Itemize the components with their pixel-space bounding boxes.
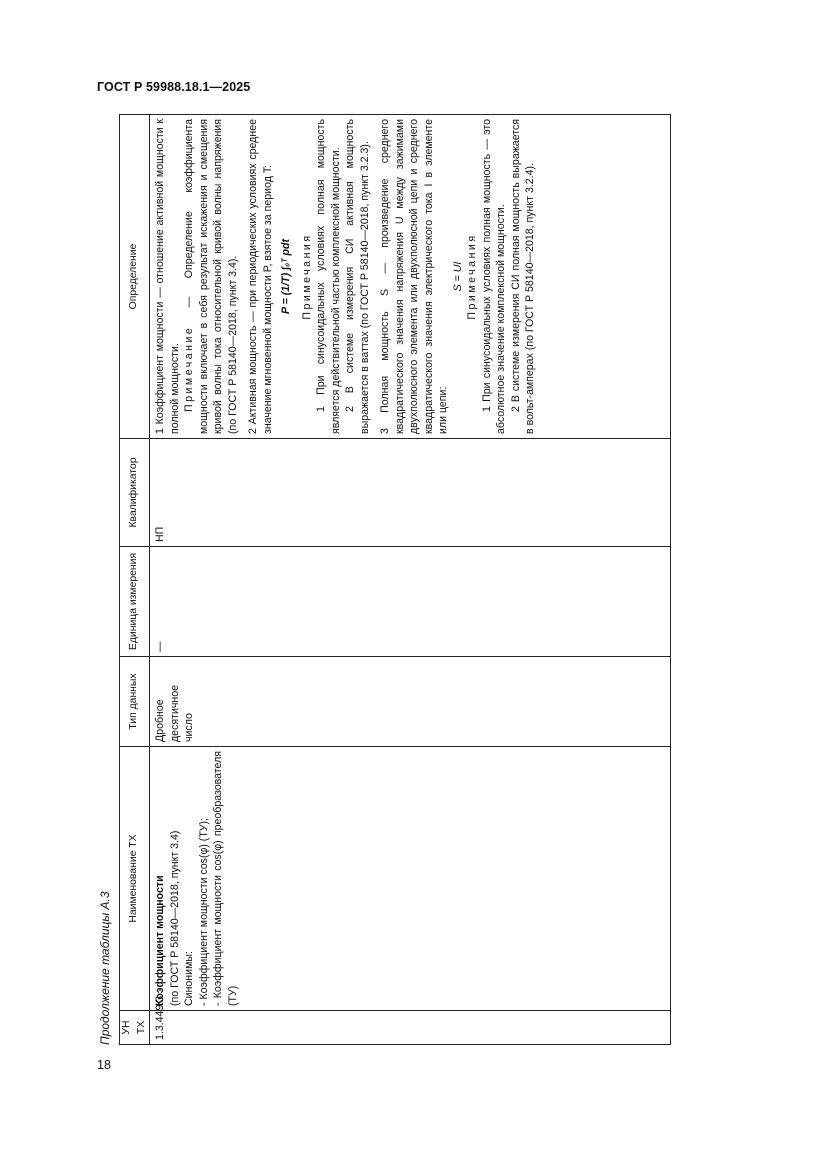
cell-name bbox=[150, 747, 671, 1011]
formula-apparent-power: S = UI bbox=[451, 261, 464, 292]
definition-3-note-1: 1 При синусоидальных условиях полная мощность — это абсолютное значение комплексной мощности. bbox=[480, 119, 507, 434]
characteristic-title: Коэффициент мощности bbox=[154, 875, 166, 1006]
definitions-table bbox=[119, 114, 671, 1045]
definition-2: 2 Активная мощность — при периодических условиях среднее значение мгновенной мощности P, взятое за период T: bbox=[247, 119, 274, 434]
table-row bbox=[150, 115, 671, 1045]
cell-unit: — bbox=[150, 547, 671, 657]
note-label: Примечание bbox=[183, 325, 195, 412]
definition-3-note-2: 2 В системе измерения СИ полная мощность выражается в вольт-амперах (по ГОСТ Р 58140—2018, пункт 3.2.4). bbox=[509, 119, 536, 434]
document-header: ГОСТ Р 59988.18.1—2025 bbox=[97, 80, 251, 94]
table-header-row bbox=[120, 115, 150, 1045]
cell-definition bbox=[150, 115, 671, 439]
cell-code: 1.3.449.3 bbox=[150, 1011, 671, 1045]
column-header-unit: Единица измерения bbox=[120, 547, 150, 657]
table-caption: Продолжение таблицы А.3 bbox=[98, 891, 112, 1045]
definition-2-note-1: 1 При синусоидальных условиях полная мощность является действительной частью комплексной мощности. bbox=[315, 119, 342, 434]
characteristic-reference: (по ГОСТ Р 58140—2018, пункт 3.4) bbox=[168, 830, 181, 1006]
column-header-data-type: Тип данных bbox=[120, 657, 150, 747]
column-header-qualifier: Квалификатор bbox=[120, 439, 150, 547]
notes-label: Примечания bbox=[300, 233, 313, 320]
page-number: 18 bbox=[97, 1058, 111, 1072]
definition-1-note bbox=[182, 119, 240, 434]
definition-1: 1 Коэффициент мощности — отношение активной мощности к полной мощности. bbox=[154, 119, 181, 434]
rotated-table-block bbox=[95, 115, 671, 1045]
column-header-definition: Определение bbox=[120, 115, 150, 439]
cell-qualifier: НП bbox=[150, 439, 671, 547]
notes-label: Примечания bbox=[466, 233, 478, 320]
column-header-name: Наименование ТХ bbox=[120, 747, 150, 1011]
definition-2-note-2: 2 В системе измерения СИ активная мощность выражается в ваттах (по ГОСТ Р 58140—2018, пункт 3.2.3). bbox=[344, 119, 371, 434]
synonyms-label: Синонимы: bbox=[183, 951, 195, 1006]
synonym-item: - Коэффициент мощности cos(φ) преобразователя (ТУ) bbox=[212, 751, 239, 1006]
note-text: — Определение коэффициента мощности включает в себя результат искажения и смещения кривой волны тока относительной кривой волны напряжения (по ГОСТ Р 58140—2018, пункт 3.4). bbox=[183, 119, 239, 434]
definition-3: 3 Полная мощность S — произведение среднего квадратического значения напряжения U между зажимами двухполюсного элемента или двухполюсной цепи и среднего квадратического значения электрического тока I в элементе или цепи: bbox=[379, 119, 449, 434]
column-header-code: УН ТХ bbox=[120, 1011, 150, 1045]
synonym-item: - Коэффициент мощности cos(φ) (ТУ); bbox=[197, 817, 210, 1006]
formula-active-power: P = (1/T) ∫₀ᵀ pdt bbox=[280, 239, 292, 314]
cell-data-type: Дробное десятичное число bbox=[150, 657, 671, 747]
